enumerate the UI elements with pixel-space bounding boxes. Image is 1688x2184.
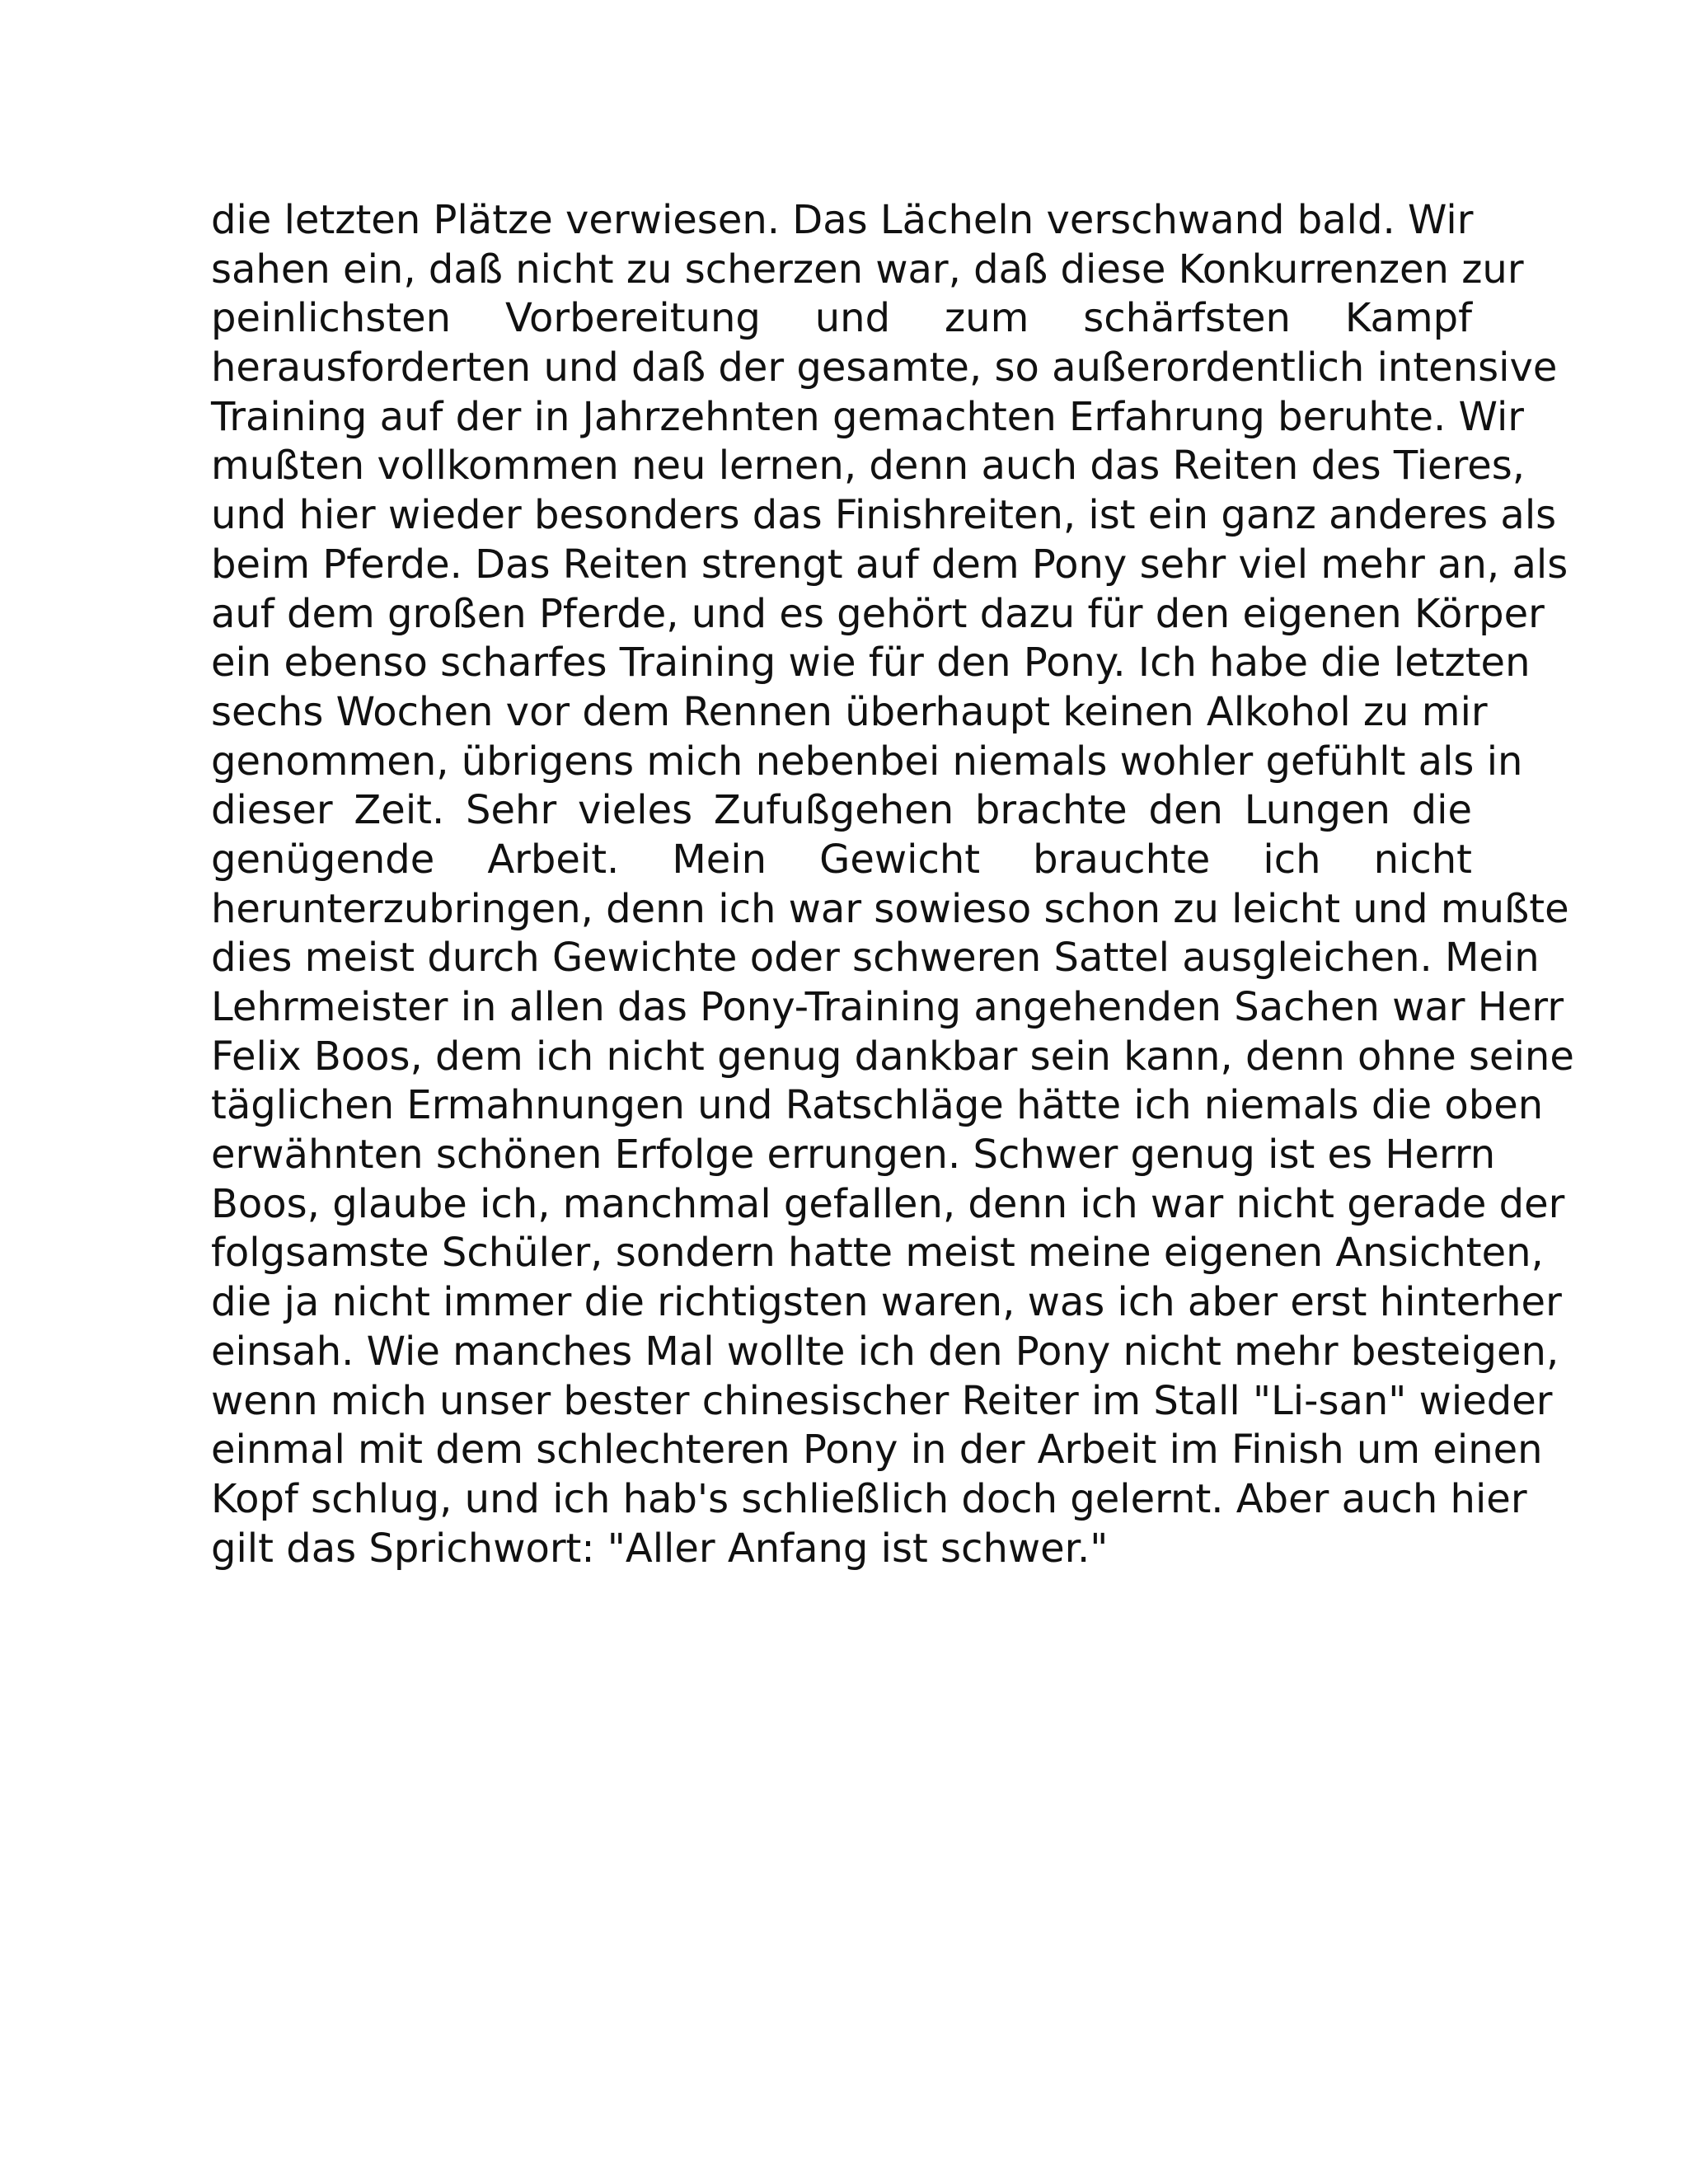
text-line: erwähnten schönen Erfolge errungen. Schwer genug ist es Herrn xyxy=(211,1132,1496,1179)
text-line: Training auf der in Jahrzehnten gemachten Erfahrung beruhte. Wir xyxy=(211,393,1525,440)
text-line: und hier wieder besonders das Finishreiten, ist ein ganz anderes als xyxy=(211,492,1557,539)
text-line: peinlichsten Vorbereitung und zum schärfsten Kampf xyxy=(211,295,1472,342)
text-line: sahen ein, daß nicht zu scherzen war, daß diese Konkurrenzen zur xyxy=(211,246,1524,293)
text-line: sechs Wochen vor dem Rennen überhaupt keinen Alkohol zu mir xyxy=(211,688,1488,735)
text-line: genügende Arbeit. Mein Gewicht brauchte ich nicht xyxy=(211,836,1472,883)
text-line: die letzten Plätze verwiesen. Das Lächeln verschwand bald. Wir xyxy=(211,197,1474,243)
text-line: einmal mit dem schlechteren Pony in der Arbeit im Finish um einen xyxy=(211,1427,1543,1474)
text-line: dies meist durch Gewichte oder schweren Sattel ausgleichen. Mein xyxy=(211,935,1540,982)
text-line: Felix Boos, dem ich nicht genug dankbar sein kann, denn ohne seine xyxy=(211,1033,1574,1080)
text-line: herunterzubringen, denn ich war sowieso schon zu leicht und mußte xyxy=(211,885,1569,932)
text-line-last: gilt das Sprichwort: "Aller Anfang ist schwer." xyxy=(211,1525,1109,1572)
text-line: genommen, übrigens mich nebenbei niemals wohler gefühlt als in xyxy=(211,738,1523,785)
text-line: wenn mich unser bester chinesischer Reiter im Stall "Li-san" wieder xyxy=(211,1377,1553,1424)
text-line: herausforderten und daß der gesamte, so außerordentlich intensive xyxy=(211,344,1558,391)
text-line: dieser Zeit. Sehr vieles Zufußgehen brachte den Lungen die xyxy=(211,787,1472,834)
text-line: Kopf schlug, und ich hab's schließlich doch gelernt. Aber auch hier xyxy=(211,1475,1527,1522)
text-line: die ja nicht immer die richtigsten waren, was ich aber erst hinterher xyxy=(211,1279,1562,1326)
text-line: folgsamste Schüler, sondern hatte meist meine eigenen Ansichten, xyxy=(211,1230,1544,1277)
text-line: Boos, glaube ich, manchmal gefallen, denn ich war nicht gerade der xyxy=(211,1180,1565,1227)
text-line: mußten vollkommen neu lernen, denn auch das Reiten des Tieres, xyxy=(211,443,1526,490)
text-line: ein ebenso scharfes Training wie für den Pony. Ich habe die letzten xyxy=(211,640,1531,687)
text-line: einsah. Wie manches Mal wollte ich den Pony nicht mehr besteigen, xyxy=(211,1328,1559,1375)
text-line: täglichen Ermahnungen und Ratschläge hätte ich niemals die oben xyxy=(211,1082,1544,1129)
text-line: Lehrmeister in allen das Pony-Training angehenden Sachen war Herr xyxy=(211,984,1564,1030)
text-line: beim Pferde. Das Reiten strengt auf dem Pony sehr viel mehr an, als xyxy=(211,541,1568,588)
text-line: auf dem großen Pferde, und es gehört dazu für den eigenen Körper xyxy=(211,590,1545,637)
body-paragraph xyxy=(211,196,1574,1573)
